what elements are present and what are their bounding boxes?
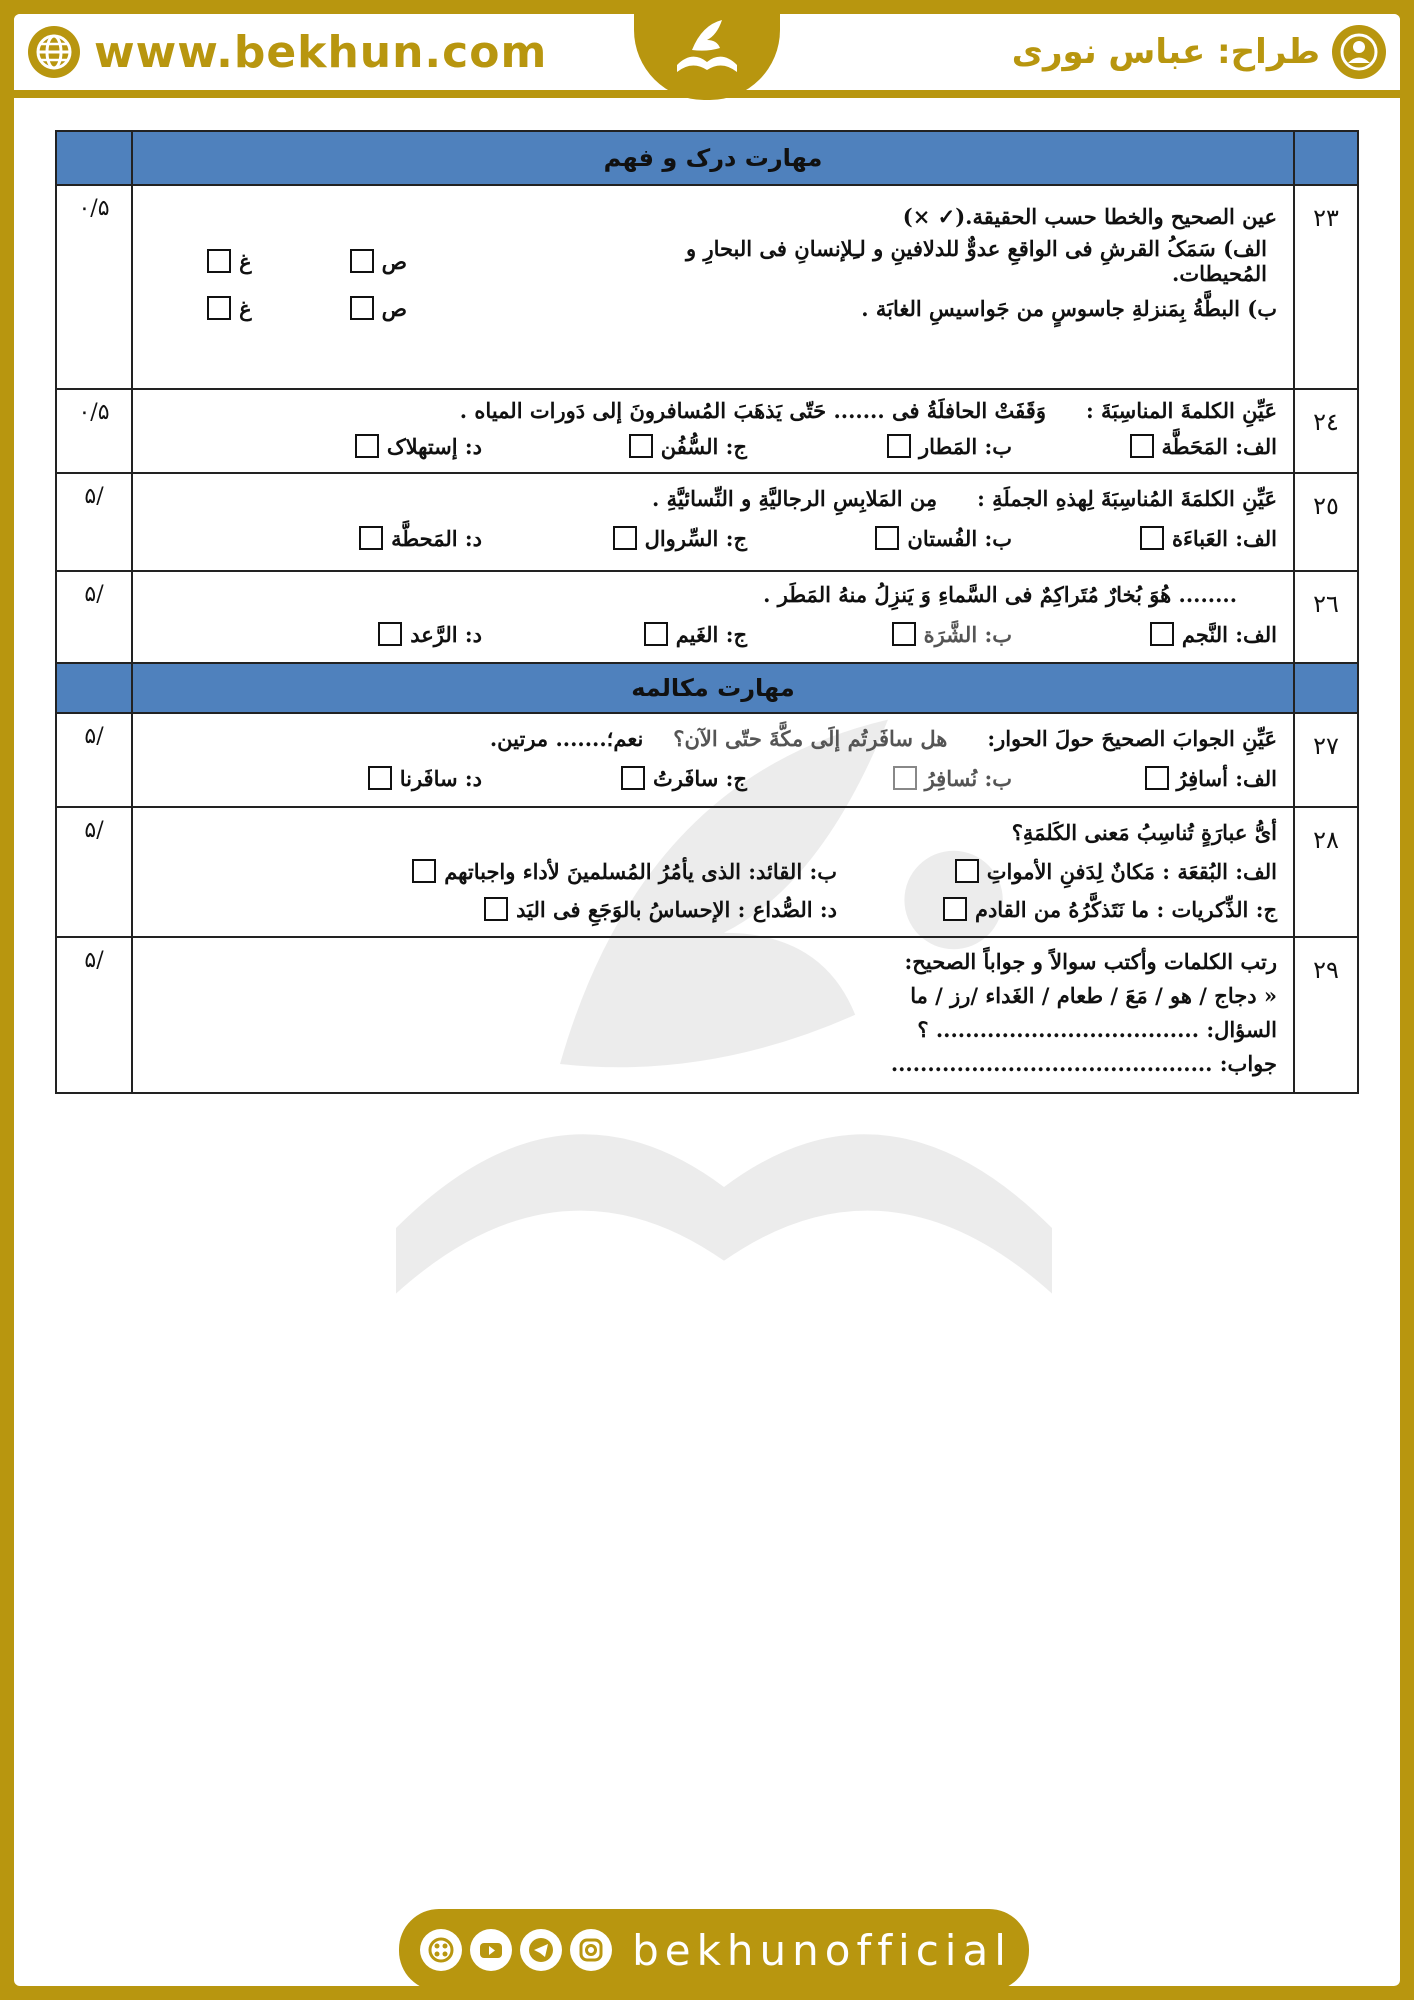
question-row-24: [56, 389, 1358, 473]
question-stem: عین الصحیح والخطا حسب الحقیقة.(✓ ×): [902, 203, 1277, 229]
true-checkbox[interactable]: [350, 296, 374, 320]
instagram-icon[interactable]: [570, 1929, 612, 1971]
question-stem: أیُّ عبارَةٍ تُناسِبُ مَعنی الکَلمَةِ؟: [1011, 819, 1277, 845]
option-checkbox[interactable]: [1150, 622, 1174, 646]
social-icons: [416, 1929, 616, 1971]
option-label: ج: السِّروال: [644, 525, 747, 551]
option-checkbox[interactable]: [1130, 434, 1154, 458]
question-score: ۰/۵: [56, 389, 132, 473]
question-number: ۲۸: [1294, 807, 1358, 937]
question-sentence: وَقَفَتْ الحافلَةُ فی ....... حَتّی یَذهَبَ المُسافرونَ إلی دَورات المیاه .: [459, 397, 1046, 423]
question-row-25: [56, 473, 1358, 571]
globe-icon: [28, 26, 80, 78]
question-number: ۲۳: [1294, 185, 1358, 389]
option-label: الف: المَحَطَّة: [1161, 433, 1277, 459]
option-checkbox[interactable]: [1140, 526, 1164, 550]
option-checkbox[interactable]: [378, 622, 402, 646]
option-checkbox[interactable]: [368, 766, 392, 790]
section-title: مهارت مکالمه: [132, 663, 1294, 713]
question-stem: عَیِّنِ الکلمَةَ المُناسِبَةَ لِهذهِ الجملَةِ :: [977, 485, 1277, 511]
question-score: /۵: [56, 937, 132, 1093]
question-score: ۰/۵: [56, 185, 132, 389]
question-row-28: [56, 807, 1358, 937]
question-number: ۲٤: [1294, 389, 1358, 473]
true-checkbox[interactable]: [350, 249, 374, 273]
option-label: ب: نُسافِرُ: [924, 765, 1012, 791]
option-checkbox[interactable]: [613, 526, 637, 550]
true-label: ص: [381, 295, 407, 321]
answer-blank[interactable]: جواب: ............................................: [890, 1050, 1277, 1076]
option-label: ج: سافَرتُ: [652, 765, 747, 791]
designer-credit: [1012, 22, 1386, 82]
youtube-icon[interactable]: [470, 1929, 512, 1971]
option-label: د: الرَّعد: [410, 621, 482, 647]
site-link[interactable]: [28, 22, 547, 82]
user-icon: [1332, 25, 1386, 79]
option-checkbox[interactable]: [875, 526, 899, 550]
question-number: ۲٥: [1294, 473, 1358, 571]
exam-page: [14, 14, 1400, 1986]
section-header-comprehension: [56, 131, 1358, 185]
option-label: ج: السُّفُن: [660, 433, 747, 459]
question-stem: رتب الکلمات وأکتب سوالاً و جواباً الصحیح:: [904, 948, 1277, 974]
question-table: [55, 130, 1359, 1094]
option-checkbox[interactable]: [629, 434, 653, 458]
designer-name: طراح: عباس نوری: [1011, 32, 1320, 72]
section-header-conversation: [56, 663, 1358, 713]
question-number: ۲٦: [1294, 571, 1358, 663]
option-checkbox[interactable]: [644, 622, 668, 646]
section-title: مهارت درک و فهم: [132, 131, 1294, 185]
statement-a: الف) سَمَکُ القرشِ فی الواقعِ عدوٌّ للدلافینِ و لـِلإنسانِ فی البحارِ و المُحیطات.: [686, 236, 1267, 286]
option-label: ج: الغَیم: [675, 621, 747, 647]
question-blank[interactable]: السؤال: .................................... ؟: [917, 1016, 1277, 1042]
statement-b: ب) البطَّةُ بِمَنزلةِ جاسوسٍ من جَواسیسِ الغابَة .: [861, 295, 1277, 321]
question-number: ۲۹: [1294, 937, 1358, 1093]
true-label: ص: [381, 248, 407, 274]
telegram-icon[interactable]: [520, 1929, 562, 1971]
question-sentence: ........ هُوَ بُخارٌ مُتَراکِمٌ فی السَّماءِ وَ یَنزِلُ منهُ المَطَر .: [763, 581, 1237, 607]
question-row-23: [56, 185, 1358, 389]
site-url: www.bekhun.com: [94, 26, 548, 78]
question-score: /۵: [56, 807, 132, 937]
word-list: « دجاج / هو / مَعَ / طعام / الغَداء /رز / ما: [910, 982, 1277, 1008]
option-checkbox[interactable]: [359, 526, 383, 550]
dialog-question: هل سافَرتُم إلَی مکَّةَ حتّی الآن؟: [673, 725, 948, 751]
option-label: ج: الذِّکریات : ما نَتَذکَّرُهُ من القادم: [974, 896, 1277, 922]
false-checkbox[interactable]: [207, 296, 231, 320]
social-handle: bekhunofficial: [632, 1925, 1012, 1975]
question-row-29: [56, 937, 1358, 1093]
false-label: غ: [239, 248, 252, 274]
question-row-26: [56, 571, 1358, 663]
dialog-answer: نعم؛....... مرتین.: [489, 725, 644, 751]
option-label: الف: النَّجم: [1181, 621, 1277, 647]
question-stem: عَیِّنِ الکلمةَ المناسِبَةَ :: [1085, 397, 1277, 423]
option-label: ب: الفُستان: [907, 525, 1012, 551]
question-score: /۵: [56, 713, 132, 807]
question-stem: عَیِّنِ الجوابَ الصحیحَ حولَ الحوار:: [987, 725, 1277, 751]
page-header: [14, 14, 1400, 98]
option-checkbox[interactable]: [892, 622, 916, 646]
option-checkbox[interactable]: [1145, 766, 1169, 790]
option-checkbox[interactable]: [355, 434, 379, 458]
question-score: /۵: [56, 473, 132, 571]
option-label: الف: البُقعَة : مَکانٌ لِدَفنِ الأمواتِ: [986, 858, 1277, 884]
option-checkbox[interactable]: [893, 766, 917, 790]
option-label: ب: الشَّرَة: [923, 621, 1012, 647]
question-number: ۲۷: [1294, 713, 1358, 807]
aparat-icon[interactable]: [420, 1929, 462, 1971]
option-label: د: سافَرنا: [399, 765, 482, 791]
bekhun-logo: [634, 14, 780, 100]
option-label: الف: أسافِرُ: [1176, 765, 1277, 791]
false-label: غ: [239, 295, 252, 321]
option-checkbox[interactable]: [621, 766, 645, 790]
option-checkbox[interactable]: [943, 897, 967, 921]
option-checkbox[interactable]: [484, 897, 508, 921]
social-footer: [399, 1909, 1029, 1986]
question-row-27: [56, 713, 1358, 807]
question-sentence: مِن المَلابِسِ الرجالیَّةِ و النِّسائیَّةِ .: [652, 485, 938, 511]
option-label: د: إستهلاک: [386, 433, 482, 459]
option-label: د: المَحطَّة: [391, 525, 482, 551]
option-checkbox[interactable]: [412, 859, 436, 883]
option-checkbox[interactable]: [955, 859, 979, 883]
option-label: الف: العَباءَة: [1171, 525, 1277, 551]
false-checkbox[interactable]: [207, 249, 231, 273]
option-label: ب: القائد: الذی یأمُرُ المُسلمینَ لأداء واجباتهم: [444, 858, 837, 884]
option-checkbox[interactable]: [887, 434, 911, 458]
option-label: ب: المَطار: [919, 433, 1012, 459]
option-label: د: الصُّداع : الإحساسُ بالوَجَعِ فی الیَد: [516, 896, 837, 922]
question-score: /۵: [56, 571, 132, 663]
